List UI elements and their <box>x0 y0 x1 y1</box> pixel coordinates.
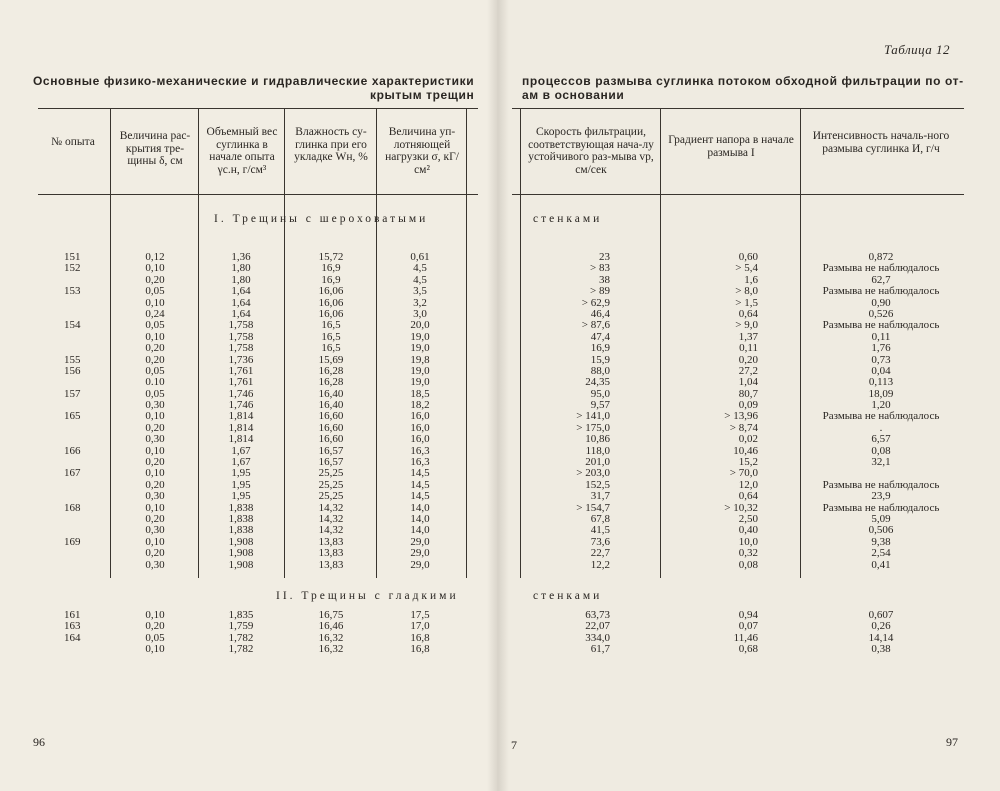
cell-test-number: 167 <box>64 467 81 480</box>
cell-moisture: 16,57 <box>318 444 344 457</box>
cell-intensity: 0,506 <box>868 524 894 537</box>
cell-unit-weight: 1,67 <box>231 456 251 469</box>
cell-moisture: 16,32 <box>318 643 344 656</box>
column-intensity <box>803 610 959 656</box>
cell-intensity: Размыва не наблюдалось <box>822 478 940 491</box>
cell-crack-width: 0,30 <box>145 524 165 537</box>
cell-unit-weight: 1,64 <box>231 296 251 309</box>
cell-gradient: 10,46 <box>733 444 758 457</box>
gutter-mark: 7 <box>511 738 517 752</box>
cell-gradient: 1,6 <box>744 273 758 286</box>
cell-velocity: 9,57 <box>590 399 610 412</box>
cell-unit-weight: 1,95 <box>231 467 251 480</box>
cell-gradient: 10,0 <box>738 535 758 548</box>
cell-load: 14,0 <box>410 524 430 537</box>
cell-test-number: 168 <box>64 501 81 514</box>
cell-gradient: > 5,4 <box>735 262 758 275</box>
cell-load: 3,2 <box>413 296 427 309</box>
cell-unit-weight: 1,814 <box>228 433 254 446</box>
column-velocity <box>524 610 610 656</box>
cell-load: 4,5 <box>413 273 427 286</box>
cell-intensity: 62,7 <box>871 273 891 286</box>
cell-moisture: 15,72 <box>318 251 344 263</box>
cell-velocity: > 154,7 <box>576 501 610 514</box>
cell-unit-weight: 1,36 <box>231 251 251 263</box>
header-moisture: Влажность су-глинка при его укладке Wн, % <box>294 126 368 163</box>
cell-unit-weight: 1,67 <box>231 444 251 457</box>
cell-velocity: 10,86 <box>585 433 610 446</box>
cell-moisture: 16,46 <box>318 620 344 633</box>
cell-load: 14,5 <box>410 490 430 503</box>
cell-intensity: Размыва не наблюдалось <box>822 262 940 275</box>
cell-crack-width: 0,05 <box>145 319 165 332</box>
cell-gradient: 1,37 <box>738 330 758 343</box>
cell-intensity: 9,38 <box>871 535 891 548</box>
cell-unit-weight: 1,814 <box>228 410 254 423</box>
cell-crack-width: 0,30 <box>145 433 165 446</box>
cell-test-number <box>64 298 104 309</box>
cell-crack-width: 0,05 <box>145 285 165 298</box>
cell-crack-width: 0,10 <box>145 330 165 343</box>
cell-load: 0,61 <box>410 251 430 263</box>
cell-velocity: 118,0 <box>585 444 610 457</box>
column-test-number <box>64 252 104 571</box>
cell-intensity: 32,1 <box>871 456 891 469</box>
cell-intensity: Размыва не наблюдалось <box>822 410 940 423</box>
cell-gradient: 27,2 <box>738 364 758 377</box>
cell-load: 3,5 <box>413 285 427 298</box>
cell-crack-width: 0,30 <box>145 399 165 412</box>
cell-moisture: 13,83 <box>318 558 344 571</box>
cell-crack-width: 0,10 <box>145 535 165 548</box>
cell-moisture: 25,25 <box>318 467 344 480</box>
cell-moisture: 16,60 <box>318 421 344 434</box>
cell-load: 16,3 <box>410 456 430 469</box>
section1-title-right: стенками <box>533 213 603 225</box>
cell-test-number <box>64 560 104 571</box>
cell-intensity: Размыва не наблюдалось <box>822 501 940 514</box>
cell-velocity: 22,7 <box>590 547 610 560</box>
header-top-rule-left <box>38 108 478 109</box>
cell-crack-width: 0,20 <box>145 620 165 633</box>
cell-gradient: > 8,74 <box>729 421 758 434</box>
cell-velocity: 22,07 <box>585 620 610 633</box>
cell-crack-width: 0,20 <box>145 512 165 525</box>
cell-test-number <box>64 377 104 388</box>
cell-unit-weight: 1,95 <box>231 478 251 491</box>
cell-gradient: 0,64 <box>738 490 758 503</box>
cell-velocity: 95,0 <box>590 387 610 400</box>
cell-unit-weight: 1,64 <box>231 285 251 298</box>
section2-title-left: II. Трещины с гладкими <box>276 590 459 602</box>
header-head-gradient: Градиент напора в начале размыва I <box>668 134 794 159</box>
col-divider <box>520 108 521 578</box>
cell-moisture: 16,9 <box>321 273 341 286</box>
cell-moisture: 13,83 <box>318 547 344 560</box>
cell-load: 29,0 <box>410 558 430 571</box>
cell-crack-width: 0,20 <box>145 478 165 491</box>
cell-intensity: 0,607 <box>868 609 894 621</box>
cell-gradient: 0,64 <box>738 307 758 320</box>
cell-gradient: > 1,5 <box>735 296 758 309</box>
cell-intensity: 18,09 <box>868 387 894 400</box>
cell-intensity: 0,41 <box>871 558 891 571</box>
cell-velocity: 15,9 <box>590 353 610 366</box>
column-crack-width <box>115 252 195 571</box>
cell-unit-weight: 1,758 <box>228 319 254 332</box>
cell-test-number <box>64 644 104 655</box>
cell-test-number: 164 <box>64 631 81 644</box>
cell-load: 29,0 <box>410 535 430 548</box>
cell-gradient: 80,7 <box>738 387 758 400</box>
cell-unit-weight: 1,838 <box>228 501 254 514</box>
cell-gradient: 0,02 <box>738 433 758 446</box>
col-divider <box>466 108 467 578</box>
cell-crack-width: 0,05 <box>145 387 165 400</box>
cell-load: 29,0 <box>410 547 430 560</box>
cell-gradient: 0,60 <box>738 251 758 263</box>
cell-load: 19,0 <box>410 342 430 355</box>
cell-moisture: 16,5 <box>321 319 341 332</box>
cell-load: 17,0 <box>410 620 430 633</box>
table-title-right-cont: ам в основании <box>522 88 625 102</box>
cell-test-number: 169 <box>64 535 81 548</box>
cell-moisture: 16,40 <box>318 399 344 412</box>
cell-unit-weight: 1,761 <box>228 376 254 389</box>
cell-load: 16,0 <box>410 421 430 434</box>
cell-velocity: 16,9 <box>590 342 610 355</box>
column-load <box>380 610 460 656</box>
cell-unit-weight: 1,736 <box>228 353 254 366</box>
header-unit-weight: Объемный вес суглинка в начале опыта γс.н, г/см³ <box>206 126 278 176</box>
cell-crack-width: 0,12 <box>145 251 165 263</box>
column-moisture <box>288 252 374 571</box>
cell-test-number: 152 <box>64 262 81 275</box>
column-gradient <box>664 252 758 571</box>
cell-moisture: 16,06 <box>318 285 344 298</box>
cell-test-number: 154 <box>64 319 81 332</box>
col-divider <box>110 108 111 578</box>
cell-intensity: 5,09 <box>871 512 891 525</box>
cell-moisture: 25,25 <box>318 490 344 503</box>
column-gradient <box>664 610 758 656</box>
header-bottom-rule-right <box>512 194 964 195</box>
table-title-left-cont: крытым трещин <box>370 88 475 102</box>
cell-test-number: 163 <box>64 620 81 633</box>
cell-crack-width: 0,20 <box>145 273 165 286</box>
cell-test-number: 157 <box>64 387 81 400</box>
cell-test-number: 165 <box>64 410 81 423</box>
cell-intensity: 0,26 <box>871 620 891 633</box>
cell-velocity: 334,0 <box>585 631 610 644</box>
cell-test-number: 156 <box>64 364 81 377</box>
cell-crack-width: 0,10 <box>145 410 165 423</box>
cell-unit-weight: 1,746 <box>228 399 254 412</box>
column-test-number <box>64 610 104 656</box>
cell-gradient: > 8,0 <box>735 285 758 298</box>
cell-unit-weight: 1,80 <box>231 273 251 286</box>
cell-load: 16,8 <box>410 643 430 656</box>
cell-intensity: 1,20 <box>871 399 891 412</box>
cell-moisture: 16,28 <box>318 376 344 389</box>
cell-gradient: > 13,96 <box>724 410 758 423</box>
cell-unit-weight: 1,908 <box>228 558 254 571</box>
cell-moisture: 16,60 <box>318 433 344 446</box>
col-divider <box>660 108 661 578</box>
column-load <box>380 252 460 571</box>
cell-load: 18,2 <box>410 399 430 412</box>
cell-gradient: 0,32 <box>738 547 758 560</box>
cell-gradient: 0,08 <box>738 558 758 571</box>
cell-velocity: 47,4 <box>590 330 610 343</box>
cell-velocity: > 175,0 <box>576 421 610 434</box>
cell-gradient: > 70,0 <box>729 467 758 480</box>
cell-load: 14,5 <box>410 467 430 480</box>
cell-intensity: Размыва не наблюдалось <box>822 285 940 298</box>
table-title-right: процессов размыва суглинка потоком обходной фильтрации по от- <box>522 74 964 88</box>
col-divider <box>198 108 199 578</box>
cell-intensity: 0,08 <box>871 444 891 457</box>
cell-test-number <box>64 423 104 434</box>
cell-moisture: 16,9 <box>321 262 341 275</box>
cell-moisture: 16,57 <box>318 456 344 469</box>
column-crack-width <box>115 610 195 656</box>
cell-unit-weight: 1,835 <box>228 609 254 621</box>
cell-intensity: 1,76 <box>871 342 891 355</box>
cell-unit-weight: 1,64 <box>231 307 251 320</box>
cell-intensity: 2,54 <box>871 547 891 560</box>
cell-moisture: 16,5 <box>321 342 341 355</box>
cell-intensity: 14,14 <box>868 631 894 644</box>
cell-test-number <box>64 434 104 445</box>
cell-unit-weight: 1,838 <box>228 512 254 525</box>
cell-unit-weight: 1,908 <box>228 547 254 560</box>
cell-crack-width: 0,30 <box>145 490 165 503</box>
cell-crack-width: 0,10 <box>145 444 165 457</box>
cell-load: 19,0 <box>410 364 430 377</box>
cell-intensity: 0,526 <box>868 307 894 320</box>
cell-moisture: 16,60 <box>318 410 344 423</box>
cell-unit-weight: 1,746 <box>228 387 254 400</box>
cell-moisture: 14,32 <box>318 512 344 525</box>
cell-intensity: 0,73 <box>871 353 891 366</box>
cell-test-number <box>64 548 104 559</box>
cell-velocity: 46,4 <box>590 307 610 320</box>
cell-velocity: > 62,9 <box>581 296 610 309</box>
cell-test-number <box>64 491 104 502</box>
cell-intensity: 0,90 <box>871 296 891 309</box>
cell-unit-weight: 1,838 <box>228 524 254 537</box>
cell-crack-width: 0,10 <box>145 467 165 480</box>
cell-crack-width: 0,10 <box>145 609 165 621</box>
cell-intensity: 0,04 <box>871 364 891 377</box>
header-crack-width: Величина рас-крытия тре-щины δ, см <box>119 130 191 167</box>
cell-test-number: 155 <box>64 353 81 366</box>
cell-crack-width: 0,10 <box>145 501 165 514</box>
cell-gradient: 0,07 <box>738 620 758 633</box>
cell-gradient: 2,50 <box>738 512 758 525</box>
header-load: Величина уп-лотняющей нагрузки σ, кГ/см² <box>385 126 459 176</box>
cell-load: 16,0 <box>410 433 430 446</box>
cell-test-number: 166 <box>64 444 81 457</box>
cell-velocity: > 87,6 <box>581 319 610 332</box>
cell-test-number <box>64 480 104 491</box>
cell-velocity: 41,5 <box>590 524 610 537</box>
col-divider <box>284 108 285 578</box>
cell-load: 19,0 <box>410 330 430 343</box>
cell-moisture: 14,32 <box>318 501 344 514</box>
cell-velocity: 73,6 <box>590 535 610 548</box>
cell-test-number: 151 <box>64 251 81 263</box>
cell-crack-width: 0,20 <box>145 421 165 434</box>
cell-moisture: 16,06 <box>318 296 344 309</box>
column-unit-weight <box>201 610 281 656</box>
cell-crack-width: 0,10 <box>145 296 165 309</box>
cell-crack-width: 0,10 <box>145 262 165 275</box>
cell-crack-width: 0,24 <box>145 307 165 320</box>
cell-moisture: 15,69 <box>318 353 344 366</box>
cell-load: 14,0 <box>410 501 430 514</box>
cell-unit-weight: 1,95 <box>231 490 251 503</box>
cell-gradient: 12,0 <box>738 478 758 491</box>
cell-moisture: 16,75 <box>318 609 344 621</box>
column-unit-weight <box>201 252 281 571</box>
page-number-left: 96 <box>33 735 45 749</box>
cell-unit-weight: 1,782 <box>228 643 254 656</box>
cell-load: 19,0 <box>410 376 430 389</box>
cell-load: 16,0 <box>410 410 430 423</box>
section2-title-right: стенками <box>533 590 603 602</box>
cell-load: 19,8 <box>410 353 430 366</box>
cell-unit-weight: 1,814 <box>228 421 254 434</box>
cell-gradient: 1,04 <box>738 376 758 389</box>
cell-velocity: 63,73 <box>585 609 610 621</box>
column-velocity <box>524 252 610 571</box>
cell-velocity: > 83 <box>590 262 610 275</box>
cell-unit-weight: 1,80 <box>231 262 251 275</box>
cell-velocity: 24,35 <box>585 376 610 389</box>
cell-crack-width: 0,10 <box>145 643 165 656</box>
cell-gradient: 0,11 <box>739 342 758 355</box>
cell-gradient: > 9,0 <box>735 319 758 332</box>
cell-crack-width: 0,05 <box>145 631 165 644</box>
cell-velocity: > 89 <box>590 285 610 298</box>
cell-load: 16,3 <box>410 444 430 457</box>
page-number-right: 97 <box>946 735 958 749</box>
cell-velocity: 31,7 <box>590 490 610 503</box>
cell-crack-width: 0,20 <box>145 342 165 355</box>
cell-moisture: 14,32 <box>318 524 344 537</box>
cell-gradient: 11,46 <box>733 631 758 644</box>
cell-crack-width: 0,20 <box>145 353 165 366</box>
cell-gradient: 0,09 <box>738 399 758 412</box>
cell-gradient: 15,2 <box>738 456 758 469</box>
cell-load: 16,8 <box>410 631 430 644</box>
cell-load: 20,0 <box>410 319 430 332</box>
cell-velocity: 201,0 <box>585 456 610 469</box>
cell-intensity: 0,872 <box>868 251 894 263</box>
cell-intensity: 0,38 <box>871 643 891 656</box>
header-test-number: № опыта <box>51 136 95 148</box>
cell-unit-weight: 1,759 <box>228 620 254 633</box>
cell-test-number <box>64 343 104 354</box>
cell-load: 17,5 <box>410 609 430 621</box>
section1-title-left: I. Трещины с шероховатыми <box>214 213 429 225</box>
cell-unit-weight: 1,908 <box>228 535 254 548</box>
book-gutter <box>487 0 509 791</box>
cell-intensity: 0,113 <box>868 376 894 389</box>
cell-unit-weight: 1,758 <box>228 330 254 343</box>
cell-velocity: 67,8 <box>590 512 610 525</box>
header-filtration-velocity: Скорость фильтрации, соответствующая нача-лу устойчивого раз-мыва vр, см/сек <box>528 126 654 176</box>
cell-unit-weight: 1,782 <box>228 631 254 644</box>
cell-gradient: 0,94 <box>738 609 758 621</box>
cell-crack-width: 0.10 <box>145 376 165 389</box>
cell-crack-width: 0,20 <box>145 456 165 469</box>
cell-intensity: . <box>879 421 883 434</box>
cell-velocity: 88,0 <box>590 364 610 377</box>
cell-intensity: 6,57 <box>871 433 891 446</box>
header-bottom-rule-left <box>38 194 478 195</box>
cell-moisture: 16,5 <box>321 330 341 343</box>
cell-moisture: 16,06 <box>318 307 344 320</box>
cell-intensity: 0,11 <box>871 330 891 343</box>
cell-test-number: 153 <box>64 285 81 298</box>
table-number: Таблица 12 <box>884 42 951 57</box>
column-moisture <box>288 610 374 656</box>
cell-crack-width: 0,05 <box>145 364 165 377</box>
cell-velocity: > 141,0 <box>576 410 610 423</box>
cell-gradient: > 10,32 <box>724 501 758 514</box>
cell-unit-weight: 1,761 <box>228 364 254 377</box>
cell-velocity: 12,2 <box>590 558 610 571</box>
table-title-left: Основные физико-механические и гидравлические характеристики <box>33 74 475 88</box>
cell-load: 4,5 <box>413 262 427 275</box>
header-top-rule-right <box>512 108 964 109</box>
cell-velocity: 38 <box>599 273 610 286</box>
cell-velocity: 152,5 <box>585 478 610 491</box>
cell-velocity: 61,7 <box>590 643 610 656</box>
cell-velocity: > 203,0 <box>576 467 610 480</box>
cell-unit-weight: 1,758 <box>228 342 254 355</box>
cell-crack-width: 0,20 <box>145 547 165 560</box>
cell-intensity: Размыва не наблюдалось <box>822 319 940 332</box>
header-erosion-intensity: Интенсивность началь-ного размыва суглинка И, г/ч <box>812 130 950 155</box>
cell-gradient: 0,68 <box>738 643 758 656</box>
cell-velocity: 23 <box>599 251 610 263</box>
cell-moisture: 25,25 <box>318 478 344 491</box>
col-divider <box>800 108 801 578</box>
cell-moisture: 16,28 <box>318 364 344 377</box>
cell-moisture: 16,32 <box>318 631 344 644</box>
cell-crack-width: 0,30 <box>145 558 165 571</box>
cell-test-number <box>64 332 104 343</box>
cell-gradient: 0,20 <box>738 353 758 366</box>
cell-load: 14,0 <box>410 512 430 525</box>
cell-load: 3,0 <box>413 307 427 320</box>
cell-moisture: 16,40 <box>318 387 344 400</box>
cell-intensity: 23,9 <box>871 490 891 503</box>
col-divider <box>376 108 377 578</box>
cell-moisture: 13,83 <box>318 535 344 548</box>
cell-load: 18,5 <box>410 387 430 400</box>
column-intensity <box>803 252 959 571</box>
cell-load: 14,5 <box>410 478 430 491</box>
cell-test-number: 161 <box>64 609 81 621</box>
cell-test-number <box>64 514 104 525</box>
cell-gradient: 0,40 <box>738 524 758 537</box>
